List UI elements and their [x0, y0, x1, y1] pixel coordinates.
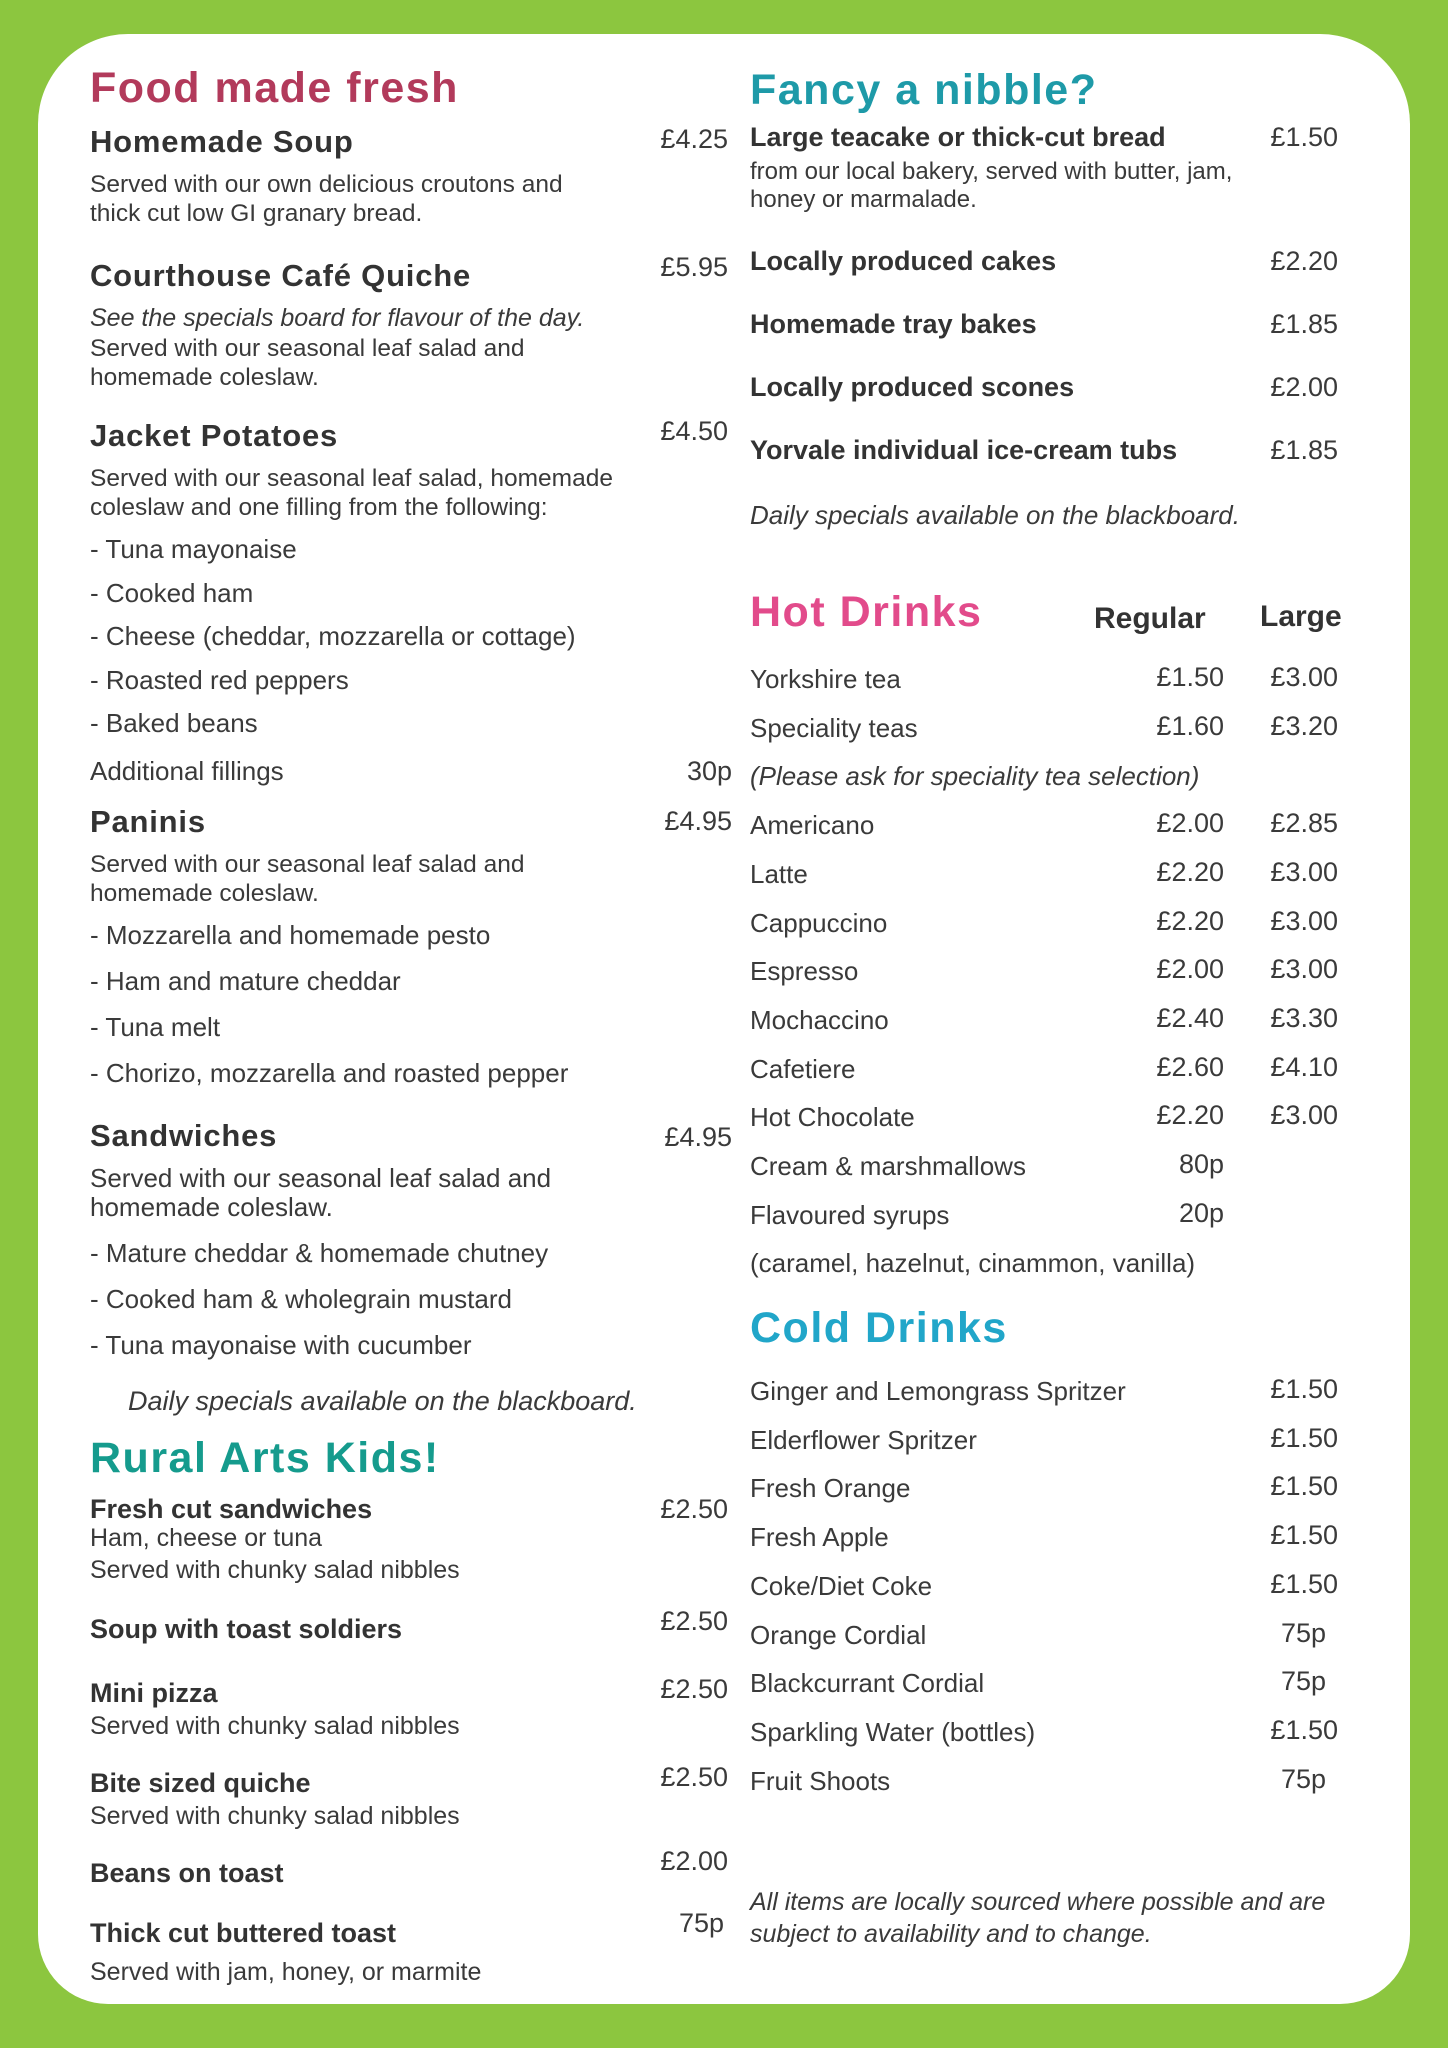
- cold-drink-name: Fresh Apple: [750, 1522, 889, 1553]
- hot-drink-large-price: £3.20: [1270, 710, 1338, 741]
- jacket-filling: - Cooked ham: [90, 578, 254, 608]
- cold-drink-price: £1.50: [1270, 1714, 1338, 1745]
- sandwich-option: - Tuna mayonaise with cucumber: [90, 1330, 472, 1360]
- paninis-price: £4.95: [664, 806, 732, 836]
- hot-drink-regular-price: 80p: [1178, 1149, 1224, 1179]
- cold-drink-name: Blackcurrant Cordial: [750, 1668, 985, 1699]
- quiche-desc: Served with our seasonal leaf salad and homemade coleslaw.: [90, 335, 525, 391]
- kids-item-price: £2.00: [660, 1846, 728, 1876]
- jacket-filling: - Cheese (cheddar, mozzarella or cottage): [90, 621, 576, 651]
- hot-col-regular: Regular: [1094, 602, 1206, 635]
- sandwich-option: - Mature cheddar & homemade chutney: [90, 1238, 549, 1268]
- hot-drink-large-price: £4.10: [1270, 1051, 1338, 1082]
- panini-option: - Mozzarella and homemade pesto: [90, 920, 491, 950]
- hot-drink-regular-price: £2.20: [1156, 856, 1224, 887]
- sandwiches-desc: Served with our seasonal leaf salad and homemade coleslaw.: [90, 1163, 552, 1222]
- kids-item-price: £2.50: [660, 1674, 728, 1704]
- kids-item-name: Mini pizza: [90, 1678, 218, 1708]
- hot-col-large: Large: [1260, 600, 1342, 633]
- kids-item-name: Fresh cut sandwiches: [90, 1494, 373, 1524]
- hot-drink-name: Cappuccino: [750, 907, 888, 938]
- teacake-desc: from our local bakery, served with butter, jam, honey or marmalade.: [750, 158, 1233, 213]
- cold-drink-price: 75p: [1280, 1617, 1326, 1648]
- kids-item-sub: Ham, cheese or tuna: [90, 1524, 323, 1552]
- kids-item-price: £2.50: [660, 1606, 728, 1636]
- jacket-desc: Served with our seasonal leaf salad, homemade coleslaw and one filling from the following:: [90, 465, 613, 521]
- hot-drink-regular-price: £2.60: [1156, 1051, 1224, 1082]
- hot-drink-name: Speciality teas: [750, 712, 918, 743]
- hot-drink-large-price: £2.85: [1270, 808, 1338, 839]
- cold-drink-name: Coke/Diet Coke: [750, 1570, 933, 1601]
- menu-page: [38, 34, 1410, 2004]
- sandwiches-name: Sandwiches: [90, 1118, 278, 1153]
- cold-drink-price: £1.50: [1270, 1422, 1338, 1453]
- quiche-name: Courthouse Café Quiche: [90, 258, 472, 293]
- cold-drinks-title: Cold Drinks: [750, 1304, 1008, 1352]
- additional-fillings-label: Additional fillings: [90, 756, 284, 786]
- sandwiches-price: £4.95: [664, 1122, 732, 1152]
- hot-drink-large-price: £3.00: [1270, 1100, 1338, 1131]
- cold-drink-name: Orange Cordial: [750, 1619, 927, 1650]
- nibble-item-price: £2.00: [1270, 372, 1338, 402]
- hot-drink-name: Latte: [750, 858, 808, 889]
- cold-drink-price: 75p: [1280, 1763, 1326, 1794]
- nibble-item-name: Yorvale individual ice-cream tubs: [750, 435, 1178, 465]
- jacket-name: Jacket Potatoes: [90, 418, 339, 453]
- hot-drink-large-price: £3.30: [1270, 1002, 1338, 1033]
- cold-drink-name: Elderflower Spritzer: [750, 1424, 977, 1455]
- food-section-title: Food made fresh: [90, 64, 459, 112]
- cold-drink-name: Ginger and Lemongrass Spritzer: [750, 1376, 1126, 1406]
- panini-option: - Ham and mature cheddar: [90, 966, 401, 996]
- panini-option: - Tuna melt: [90, 1012, 221, 1042]
- jacket-filling: - Tuna mayonaise: [90, 534, 297, 564]
- hot-drink-large-price: £3.00: [1270, 954, 1338, 985]
- kids-section-title: Rural Arts Kids!: [90, 1434, 440, 1482]
- additional-fillings-price: 30p: [686, 756, 732, 786]
- hot-drink-regular-price: 20p: [1178, 1197, 1224, 1228]
- hot-drink-large-price: £3.00: [1270, 856, 1338, 887]
- paninis-desc: Served with our seasonal leaf salad and homemade coleslaw.: [90, 851, 525, 907]
- hot-drink-name: Yorkshire tea: [750, 664, 901, 694]
- nibble-item-name: Homemade tray bakes: [750, 309, 1037, 339]
- hot-drinks-title: Hot Drinks: [750, 588, 983, 636]
- hot-drink-regular-price: £2.00: [1156, 954, 1224, 985]
- hot-drink-large-price: £3.00: [1270, 662, 1338, 692]
- kids-item-price: 75p: [678, 1908, 724, 1938]
- kids-item-sub: Served with chunky salad nibbles: [90, 1556, 460, 1584]
- kids-item-price: £2.50: [660, 1494, 728, 1524]
- teacake-name: Large teacake or thick-cut bread: [750, 122, 1166, 152]
- hot-drink-name: Cream & marshmallows: [750, 1151, 1026, 1181]
- cold-drink-price: £1.50: [1270, 1374, 1338, 1404]
- hot-drink-regular-price: £2.20: [1156, 1100, 1224, 1131]
- nibble-item-price: £2.20: [1270, 246, 1338, 276]
- paninis-name: Paninis: [90, 804, 206, 839]
- soup-price: £4.25: [660, 124, 728, 154]
- kids-item-sub: Served with jam, honey, or marmite: [90, 1958, 482, 1986]
- hot-drink-name: Espresso: [750, 956, 859, 987]
- hot-drink-name: Hot Chocolate: [750, 1102, 915, 1133]
- nibble-section-title: Fancy a nibble?: [750, 66, 1098, 114]
- nibble-item-price: £1.85: [1270, 309, 1338, 339]
- panini-option: - Chorizo, mozzarella and roasted pepper: [90, 1058, 569, 1088]
- jacket-filling: - Baked beans: [90, 708, 258, 738]
- nibble-item-name: Locally produced scones: [750, 372, 1075, 402]
- nibble-item-price: £1.85: [1270, 435, 1338, 465]
- nibble-item-name: Locally produced cakes: [750, 246, 1057, 276]
- hot-drink-regular-price: £1.60: [1156, 710, 1224, 741]
- kids-item-name: Bite sized quiche: [90, 1768, 311, 1798]
- cold-drink-name: Fresh Orange: [750, 1473, 911, 1504]
- nibble-specials-note: Daily specials available on the blackboard.: [750, 500, 1240, 530]
- kids-item-sub: Served with chunky salad nibbles: [90, 1712, 460, 1740]
- hot-drink-name: Flavoured syrups: [750, 1199, 950, 1230]
- cold-drink-price: 75p: [1280, 1666, 1326, 1697]
- soup-desc: Served with our own delicious croutons and thick cut low GI granary bread.: [90, 171, 563, 227]
- kids-item-price: £2.50: [660, 1762, 728, 1792]
- kids-item-name: Soup with toast soldiers: [90, 1614, 403, 1644]
- hot-drink-name: (Please ask for speciality tea selection): [750, 761, 1200, 792]
- cold-drink-name: Sparkling Water (bottles): [750, 1716, 1036, 1747]
- hot-drink-regular-price: £2.20: [1156, 905, 1224, 936]
- cold-drink-name: Fruit Shoots: [750, 1765, 891, 1796]
- hot-drink-name: Mochaccino: [750, 1004, 889, 1035]
- footer-note: All items are locally sourced where possible and are subject to availability and to change.: [750, 1888, 1326, 1948]
- hot-drink-name: Americano: [750, 810, 875, 841]
- kids-item-name: Beans on toast: [90, 1858, 284, 1888]
- jacket-filling: - Roasted red peppers: [90, 665, 349, 695]
- hot-drink-regular-price: £1.50: [1156, 662, 1224, 692]
- hot-drink-regular-price: £2.00: [1156, 808, 1224, 839]
- teacake-price: £1.50: [1270, 122, 1338, 152]
- cold-drink-price: £1.50: [1270, 1471, 1338, 1502]
- kids-item-sub: Served with chunky salad nibbles: [90, 1802, 460, 1830]
- cold-drink-price: £1.50: [1270, 1520, 1338, 1551]
- hot-drink-regular-price: £2.40: [1156, 1002, 1224, 1033]
- sandwich-option: - Cooked ham & wholegrain mustard: [90, 1284, 512, 1314]
- soup-name: Homemade Soup: [90, 124, 354, 159]
- jacket-price: £4.50: [660, 416, 728, 446]
- quiche-price: £5.95: [660, 252, 728, 282]
- food-specials-note: Daily specials available on the blackboard.: [128, 1386, 637, 1416]
- hot-drink-large-price: £3.00: [1270, 905, 1338, 936]
- quiche-desc-italic: See the specials board for flavour of the day.: [90, 304, 585, 332]
- cold-drink-price: £1.50: [1270, 1568, 1338, 1599]
- kids-item-name: Thick cut buttered toast: [90, 1918, 397, 1948]
- hot-drink-name: (caramel, hazelnut, cinammon, vanilla): [750, 1248, 1196, 1279]
- hot-drink-name: Cafetiere: [750, 1053, 856, 1084]
